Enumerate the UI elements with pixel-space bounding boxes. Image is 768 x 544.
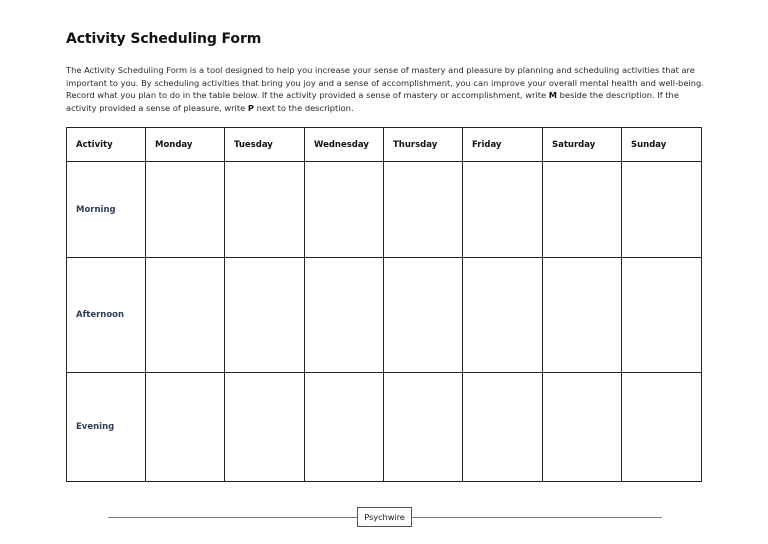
cell-morning-saturday[interactable] (543, 162, 622, 258)
cell-afternoon-monday[interactable] (146, 258, 225, 373)
cell-afternoon-tuesday[interactable] (225, 258, 305, 373)
psychwire-logo: Psychwire (357, 507, 412, 527)
footer-divider-left (108, 517, 358, 518)
cell-evening-thursday[interactable] (384, 373, 463, 482)
pleasure-letter: P (247, 102, 254, 113)
table-row-evening (67, 373, 702, 482)
header-thursday: Thursday (384, 128, 463, 162)
cell-morning-monday[interactable] (146, 162, 225, 258)
cell-afternoon-wednesday[interactable] (305, 258, 384, 373)
table-row-morning (67, 162, 702, 258)
intro-paragraph (66, 64, 706, 114)
cell-afternoon-saturday[interactable] (543, 258, 622, 373)
header-friday: Friday (463, 128, 543, 162)
footer-divider-right (412, 517, 662, 518)
header-monday: Monday (146, 128, 225, 162)
header-wednesday: Wednesday (305, 128, 384, 162)
header-activity: Activity (67, 128, 146, 162)
header-saturday: Saturday (543, 128, 622, 162)
page-title: Activity Scheduling Form (66, 31, 262, 47)
cell-afternoon-thursday[interactable] (384, 258, 463, 373)
intro-text: next to the description. (253, 102, 354, 113)
row-label-afternoon: Afternoon (67, 258, 146, 373)
row-label-evening: Evening (67, 373, 146, 482)
cell-evening-tuesday[interactable] (225, 373, 305, 482)
row-label-morning: Morning (67, 162, 146, 258)
cell-morning-tuesday[interactable] (225, 162, 305, 258)
cell-evening-saturday[interactable] (543, 373, 622, 482)
intro-text: The Activity Scheduling Form is a tool designed to help you increase your sense of mastery and pleasure by planning and scheduling activities that are important to you. By scheduling activities that bring you joy and a sense of accomplishment, you can improve your overall mental health and well-being. Record what you plan to do in the table below. If the activity provided a sense of mastery or accomplishment, write (66, 65, 704, 101)
cell-evening-friday[interactable] (463, 373, 543, 482)
cell-morning-sunday[interactable] (622, 162, 702, 258)
cell-evening-monday[interactable] (146, 373, 225, 482)
cell-morning-friday[interactable] (463, 162, 543, 258)
cell-morning-thursday[interactable] (384, 162, 463, 258)
header-row (67, 128, 702, 162)
header-tuesday: Tuesday (225, 128, 305, 162)
activity-schedule-table (66, 127, 702, 482)
cell-evening-sunday[interactable] (622, 373, 702, 482)
cell-morning-wednesday[interactable] (305, 162, 384, 258)
cell-evening-wednesday[interactable] (305, 373, 384, 482)
header-sunday: Sunday (622, 128, 702, 162)
intro-text: beside the description. If the activity provided a sense of pleasure, write (66, 90, 679, 113)
mastery-letter: M (548, 90, 557, 101)
cell-afternoon-friday[interactable] (463, 258, 543, 373)
cell-afternoon-sunday[interactable] (622, 258, 702, 373)
table-row-afternoon (67, 258, 702, 373)
